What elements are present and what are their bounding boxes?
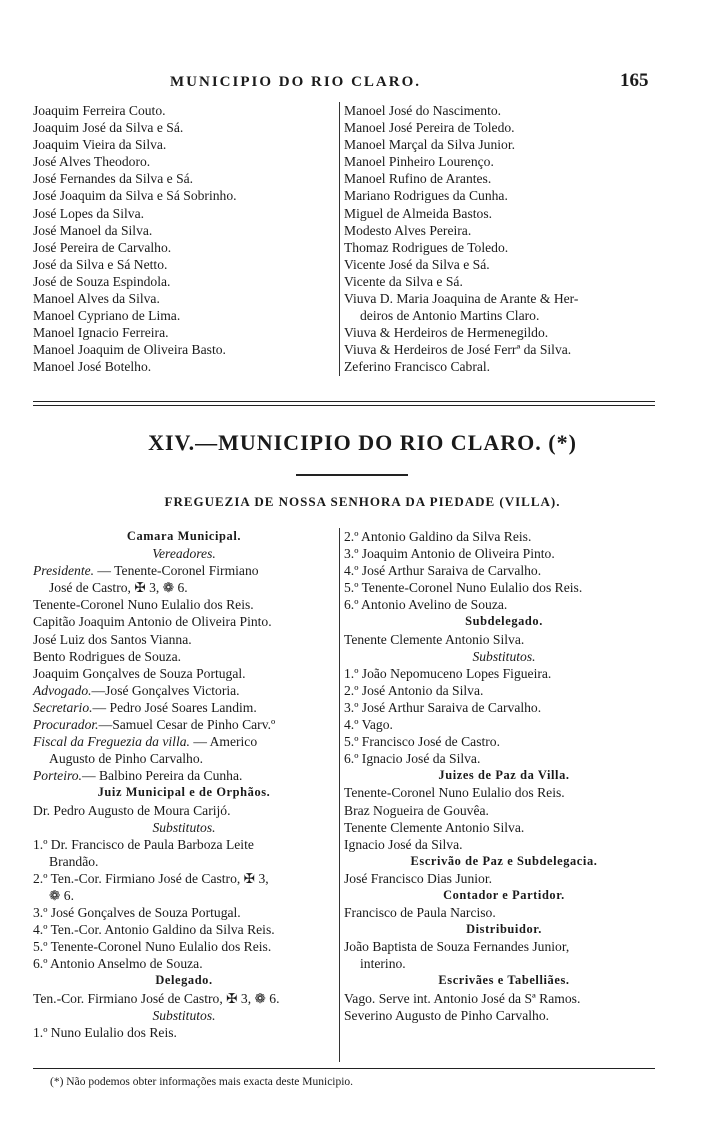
delegado-heading: Delegado. [155, 973, 213, 988]
section-rule [33, 405, 655, 406]
vereador: Bento Rodrigues de Souza. [33, 648, 181, 664]
subdelegado-subst-heading: Substitutos. [472, 648, 536, 664]
footnote-rule [33, 1068, 655, 1069]
substituto: 1.º Dr. Francisco de Paula Barboza Leite [33, 836, 254, 852]
procurador-line [33, 716, 335, 733]
names-list-right [344, 102, 664, 376]
secretario-text: — Pedro José Soares Landim. [92, 699, 257, 715]
list-item: José Manoel da Silva. [33, 222, 153, 238]
page-number: 165 [620, 70, 649, 91]
substituto: 6.º Antonio Anselmo de Souza. [33, 956, 203, 972]
subdelegado-heading: Subdelegado. [465, 614, 543, 629]
list-item: José Fernandes da Silva e Sá. [33, 171, 194, 187]
substituto: 2.º Ten.-Cor. Firmiano José de Castro, ✠ 3, [33, 870, 269, 886]
vereador: Tenente-Coronel Nuno Eulalio dos Reis. [33, 597, 254, 613]
list-item: Vicente José da Silva e Sá. [344, 256, 490, 272]
list-item: José Lopes da Silva. [33, 205, 145, 221]
fiscal-text: — Americo [189, 734, 258, 750]
presidente-cont: José de Castro, ✠ 3, ❁ 6. [49, 580, 188, 596]
escrivao-paz-heading: Escrivão de Paz e Subdelegacia. [410, 853, 598, 868]
fiscal-label: Fiscal da Freguezia da villa. [33, 734, 190, 750]
substituto-cont: Brandão. [49, 853, 99, 869]
list-item: Manoel Joaquim de Oliveira Basto. [33, 342, 226, 358]
list-item: Joaquim Ferreira Couto. [33, 103, 166, 118]
list-item: Mariano Rodrigues da Cunha. [344, 188, 508, 204]
distribuidor-heading: Distribuidor. [466, 922, 542, 937]
juiz-paz: Tenente Clemente Antonio Silva. [344, 819, 525, 835]
freguezia-heading: FREGUEZIA DE NOSSA SENHORA DA PIEDADE (VILLA). [164, 494, 561, 509]
list-item: Zeferino Francisco Cabral. [344, 359, 491, 375]
list-item: Miguel de Almeida Bastos. [344, 205, 493, 221]
list-item: Manoel Rufino de Arantes. [344, 171, 492, 187]
procurador-label: Procurador. [33, 717, 99, 733]
escrivao: Severino Augusto de Pinho Carvalho. [344, 1007, 550, 1023]
column-divider [339, 102, 340, 376]
list-item: Manoel Marçal da Silva Junior. [344, 137, 516, 153]
section-title: XIV.—MUNICIPIO DO RIO CLARO. (*) [148, 430, 577, 455]
substituto: 6.º Ignacio José da Silva. [344, 751, 481, 767]
escrivao-paz-name: José Francisco Dias Junior. [344, 870, 493, 886]
porteiro-label: Porteiro. [33, 768, 82, 784]
substituto: 5.º Tenente-Coronel Nuno Eulalio dos Reis. [33, 939, 272, 955]
substituto: 3.º Joaquim Antonio de Oliveira Pinto. [344, 546, 555, 562]
vereador: Capitão Joaquim Antonio de Oliveira Pinto. [33, 614, 272, 630]
juiz-paz: Braz Nogueira de Gouvêa. [344, 802, 489, 818]
distribuidor-cont: interino. [360, 956, 406, 972]
camara-heading: Camara Municipal. [126, 529, 242, 543]
substituto: 5.º Francisco José de Castro. [344, 734, 500, 750]
subdelegado-name: Tenente Clemente Antonio Silva. [344, 631, 525, 647]
officials-right-column [344, 528, 664, 1024]
juiz-subst-heading: Substitutos. [152, 819, 216, 835]
substituto: 1.º Nuno Eulalio dos Reis. [33, 1024, 177, 1040]
list-item: Joaquim Vieira da Silva. [33, 137, 167, 153]
substituto: 2.º Antonio Galdino da Silva Reis. [344, 529, 532, 544]
juizes-paz-heading: Juizes de Paz da Villa. [438, 768, 570, 783]
vereadores-heading: Vereadores. [152, 546, 216, 562]
list-item: Manoel José do Nascimento. [344, 103, 502, 118]
advogado-text: —José Gonçalves Victoria. [91, 682, 240, 698]
fiscal-line [33, 733, 335, 750]
delegado-name: Ten.-Cor. Firmiano José de Castro, ✠ 3, ❁ 6. [33, 990, 280, 1006]
escrivao: Vago. Serve int. Antonio José da Sª Ramos. [344, 990, 581, 1006]
list-item: Vicente da Silva e Sá. [344, 273, 463, 289]
presidente-text: — Tenente-Coronel Firmiano [94, 563, 259, 579]
secretario-label: Secretario. [33, 699, 93, 715]
column-divider [339, 528, 340, 1062]
officials-left-column [33, 528, 335, 1041]
substituto: 3.º José Arthur Saraiva de Carvalho. [344, 699, 542, 715]
substituto-cont: ❁ 6. [49, 887, 74, 903]
list-item: Manoel Pinheiro Lourenço. [344, 154, 494, 170]
delegado-subst-heading: Substitutos. [152, 1007, 216, 1023]
substituto: 4.º Ten.-Cor. Antonio Galdino da Silva Reis. [33, 922, 275, 938]
names-list-left [33, 102, 333, 376]
advogado-line [33, 682, 335, 699]
list-item: José Joaquim da Silva e Sá Sobrinho. [33, 188, 237, 204]
vereador: Joaquim Gonçalves de Souza Portugal. [33, 665, 246, 681]
secretario-line [33, 699, 335, 716]
list-item: deiros de Antonio Martins Claro. [360, 308, 540, 324]
presidente-line [33, 562, 335, 579]
list-item: Viuva & Herdeiros de José Ferrª da Silva. [344, 342, 572, 358]
list-item: Viuva & Herdeiros de Hermenegildo. [344, 325, 549, 341]
substituto: 2.º José Antonio da Silva. [344, 682, 484, 698]
list-item: Thomaz Rodrigues de Toledo. [344, 239, 509, 255]
substituto: 4.º Vago. [344, 717, 393, 733]
porteiro-line [33, 767, 335, 784]
list-item: Modesto Alves Pereira. [344, 222, 472, 238]
vereador: José Luiz dos Santos Vianna. [33, 631, 192, 647]
list-item: José Alves Theodoro. [33, 154, 151, 170]
presidente-label: Presidente. [33, 563, 95, 579]
section-rule [33, 401, 655, 402]
running-head: MUNICIPIO DO RIO CLARO. [170, 74, 422, 90]
escrivaes-heading: Escrivães e Tabelliães. [438, 973, 570, 988]
list-item: José Pereira de Carvalho. [33, 239, 172, 255]
contador-heading: Contador e Partidor. [443, 887, 565, 902]
porteiro-text: — Balbino Pereira da Cunha. [81, 768, 243, 784]
juiz-paz: Tenente-Coronel Nuno Eulalio dos Reis. [344, 785, 565, 801]
list-item: Manoel Alves da Silva. [33, 291, 160, 307]
list-item: Joaquim José da Silva e Sá. [33, 120, 184, 136]
substituto: 3.º José Gonçalves de Souza Portugal. [33, 905, 241, 921]
advogado-label: Advogado. [33, 682, 92, 698]
list-item: Viuva D. Maria Joaquina de Arante & Her- [344, 291, 579, 307]
substituto: 5.º Tenente-Coronel Nuno Eulalio dos Reis. [344, 580, 583, 596]
list-item: Manoel Ignacio Ferreira. [33, 325, 169, 341]
distribuidor-name: João Baptista de Souza Fernandes Junior, [344, 939, 570, 955]
substituto: 4.º José Arthur Saraiva de Carvalho. [344, 563, 542, 579]
juiz-paz: Ignacio José da Silva. [344, 836, 463, 852]
list-item: Manoel Cypriano de Lima. [33, 308, 181, 324]
list-item: José de Souza Espindola. [33, 273, 171, 289]
title-rule [296, 474, 408, 476]
list-item: José da Silva e Sá Netto. [33, 256, 168, 272]
fiscal-cont: Augusto de Pinho Carvalho. [49, 751, 204, 767]
substituto: 6.º Antonio Avelino de Souza. [344, 597, 508, 613]
procurador-text: —Samuel Cesar de Pinho Carv.º [98, 717, 276, 733]
list-item: Manoel José Pereira de Toledo. [344, 120, 515, 136]
list-item: Manoel José Botelho. [33, 359, 152, 375]
footnote: (*) Não podemos obter informações mais exacta deste Municipio. [50, 1076, 354, 1088]
contador-name: Francisco de Paula Narciso. [344, 905, 496, 921]
substituto: 1.º João Nepomuceno Lopes Figueira. [344, 665, 552, 681]
juiz-municipal-name: Dr. Pedro Augusto de Moura Carijó. [33, 802, 231, 818]
juiz-municipal-heading: Juiz Municipal e de Orphãos. [97, 785, 271, 800]
